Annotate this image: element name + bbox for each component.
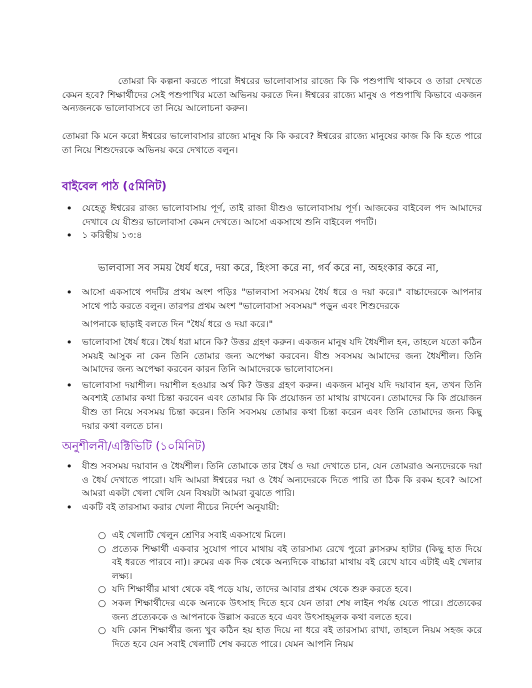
bible-bullets-a	[62, 202, 482, 243]
bible-bullet-continued: আপনাকে ছাড়াই বলতে দিন "ধৈর্য ধরে ও দয়া করে।"	[82, 319, 273, 330]
bullet-icon: •	[66, 229, 73, 243]
list-item: • ১ করিন্থীয় ১৩:৪	[66, 229, 143, 243]
sub-list-item: ○ সকল শিক্ষার্থীদের একে অন্যকে উৎসাহ দিতে হবে যেন তারা শেষ লাইন পর্যন্ত যেতে পারে। প্রত্যেকের জন্য প্রত্যেককে ও আপনাকে উল্লাস করতে হবে এবং উৎসাহমূলক কথা বলতে হবে।	[98, 597, 482, 623]
bible-bullets-b	[62, 286, 482, 313]
sub-list-item: ○ এই খেলাটি খেলুন শ্রেণির সবাই একসাথে মিলে।	[98, 530, 286, 541]
list-item: • একটি বই তারসাম্য করার খেলা নীচের নির্দেশ অনুযায়ী:	[66, 500, 280, 514]
list-item: • যীশু সবসময় দয়াবান ও ধৈর্যশীল। তিনি তোমাকে তার ধৈর্য ও দয়া দেখাতে চান, যেন তোমরাও অন্যদেরকে দয়া ও ধৈর্য দেখাতে পারো। যদি আমরা ঈশ্বরের দয়া ও ধৈর্য অন্যদেরকে দিতে পারি তা ঠিক কি রকম হবে? আসো আমরা একটা খেলা খেলি যেন বিষয়টা আমরা বুঝতে পারি।	[66, 460, 482, 500]
circle-bullet-icon: ○	[98, 530, 107, 541]
list-item: • যেহেতু ঈশ্বরের রাজ্য ভালোবাসায় পূর্ণ, তাই রাজা যীশুও ভালোবাসায় পূর্ণ। আজকের বাইবেল পদ আমাদের দেখাবে যে যীশুর ভালোবাসা কেমন দেখতে। আসো একসাথে শুনি বাইবেল পদটি।	[66, 202, 482, 228]
activity-heading: অনুশীলনী/এক্টিভিটি (১০মিনিট)	[62, 439, 206, 453]
circle-bullet-icon: ○	[98, 597, 107, 609]
bible-bullets-c	[62, 336, 482, 433]
bullet-icon: •	[66, 460, 73, 473]
list-item: • ভালোবাসা দয়াশীল। দয়াশীল হওয়ার অর্থ কি? উত্তর গ্রহণ করুন। একজন মানুষ যদি দয়াবান হন, তখন তিনি অবশ্যই তোমার কথা চিন্তা করবেন এবং তোমার কি কি প্রয়োজন তা মাথায় রাখবেন। তোমাদের কি কি প্রয়োজন যীশু তা নিয়ে সবসময় চিন্তা করেন। তিনি সবসময় তোমার কথা চিন্তা করেন এবং তিনি তোমাদের জন্য কিছু দয়ার কথা বলতে চান।	[66, 378, 482, 432]
sub-list-item: ○ যদি শিক্ষার্থীর মাথা থেকে বই পড়ে যায়, তাদের আবার প্রথম থেকে শুরু করতে হবে।	[98, 584, 412, 596]
bullet-icon: •	[66, 336, 73, 349]
circle-bullet-icon: ○	[98, 543, 107, 555]
bullet-icon: •	[66, 378, 73, 392]
sub-list-item: ○ যদি কোন শিক্ষার্থীর জন্য খুব কঠিন হয় হাত দিয়ে না ধরে বই তারসাম্য রাখা, তাহলে নিয়ম সহজ করে দিতে হবে যেন সবাই খেলাটি শেষ করতে পারে। যেমন আপনি নিয়ম	[98, 625, 482, 650]
bible-reading-heading: বাইবেল পাঠ (৫মিনিট)	[62, 179, 167, 193]
bullet-icon: •	[66, 286, 73, 299]
list-item: • ভালোবাসা ধৈর্য ধরে। ধৈর্য ধরা মানে কি? উত্তর গ্রহণ করুন। একজন মানুষ যদি ধৈর্যশীল হন, তাহলে যতো কঠিন সময়ই আসুক না কেন তিনি তোমার জন্য অপেক্ষা করবেন। যীশু সবসময় আমাদের জন্য ধৈর্যশীল। তিনি আমাদের জন্য অপেক্ষা করবেন কারন তিনি আমাদেরকে ভালোবাসেন।	[66, 336, 482, 376]
circle-bullet-icon: ○	[98, 625, 107, 637]
activity-bullets	[62, 460, 482, 514]
bullet-icon: •	[66, 202, 73, 215]
activity-sub-list	[96, 529, 482, 651]
list-item: • আসো একসাথে পদটির প্রথম অংশ পড়িঃ "ভালবাসা সবসময় ধৈর্য ধরে ও দয়া করে।" বাচ্চাদেরকে আপনার সাথে পাঠ করতে বলুন। তারপর প্রথম অংশ "ভালোবাসা সবসময়" পড়ুন এবং শিশুদেরকে	[66, 286, 482, 312]
bullet-icon: •	[66, 500, 73, 514]
bible-verse: ভালবাসা সব সময় ধৈর্য ধরে, দয়া করে, হিংসা করে না, গর্ব করে না, অহংকার করে না,	[98, 263, 439, 274]
circle-bullet-icon: ○	[98, 584, 107, 596]
intro-paragraph-1: তোমরা কি কল্পনা করতে পারো ঈশ্বরের ভালোবাসার রাজ্যে কি কি পশুপাখি থাকবে ও তারা দেখতে কেমন হবে? শিক্ষার্থীদের সেই পশুপাখির মতো অভিনয় করতে দিন। ঈশ্বরের রাজ্যে মানুষ ও পশুপাখি কিভাবে একজন অন্যজনকে ভালোবাসবে তা নিয়ে আলোচনা করুন।	[62, 76, 482, 115]
sub-list-item: ○ প্রত্যেক শিক্ষার্থী একবার সুযোগ পাবে মাথায় বই তারসাম্য রেখে পুরো ক্লাসরুম হাটার (কিছু হাত দিয়ে বই ধরতে পারবে না)। রুমের এক দিক থেকে অন্যদিকে বাচ্চারা মাথায় বই রেখে যাবে এটাই এই খেলার লক্ষ্য।	[98, 543, 482, 582]
intro-paragraph-2: তোমরা কি মনে করো ঈশ্বরের ভালোবাসার রাজ্যে মানুষ কি কি করবে? ঈশ্বরের রাজ্যে মানুষের কাজ কি কি হতে পারে তা নিয়ে শিশুদেরকে অভিনয় করে দেখাতে বলুন।	[62, 131, 482, 156]
